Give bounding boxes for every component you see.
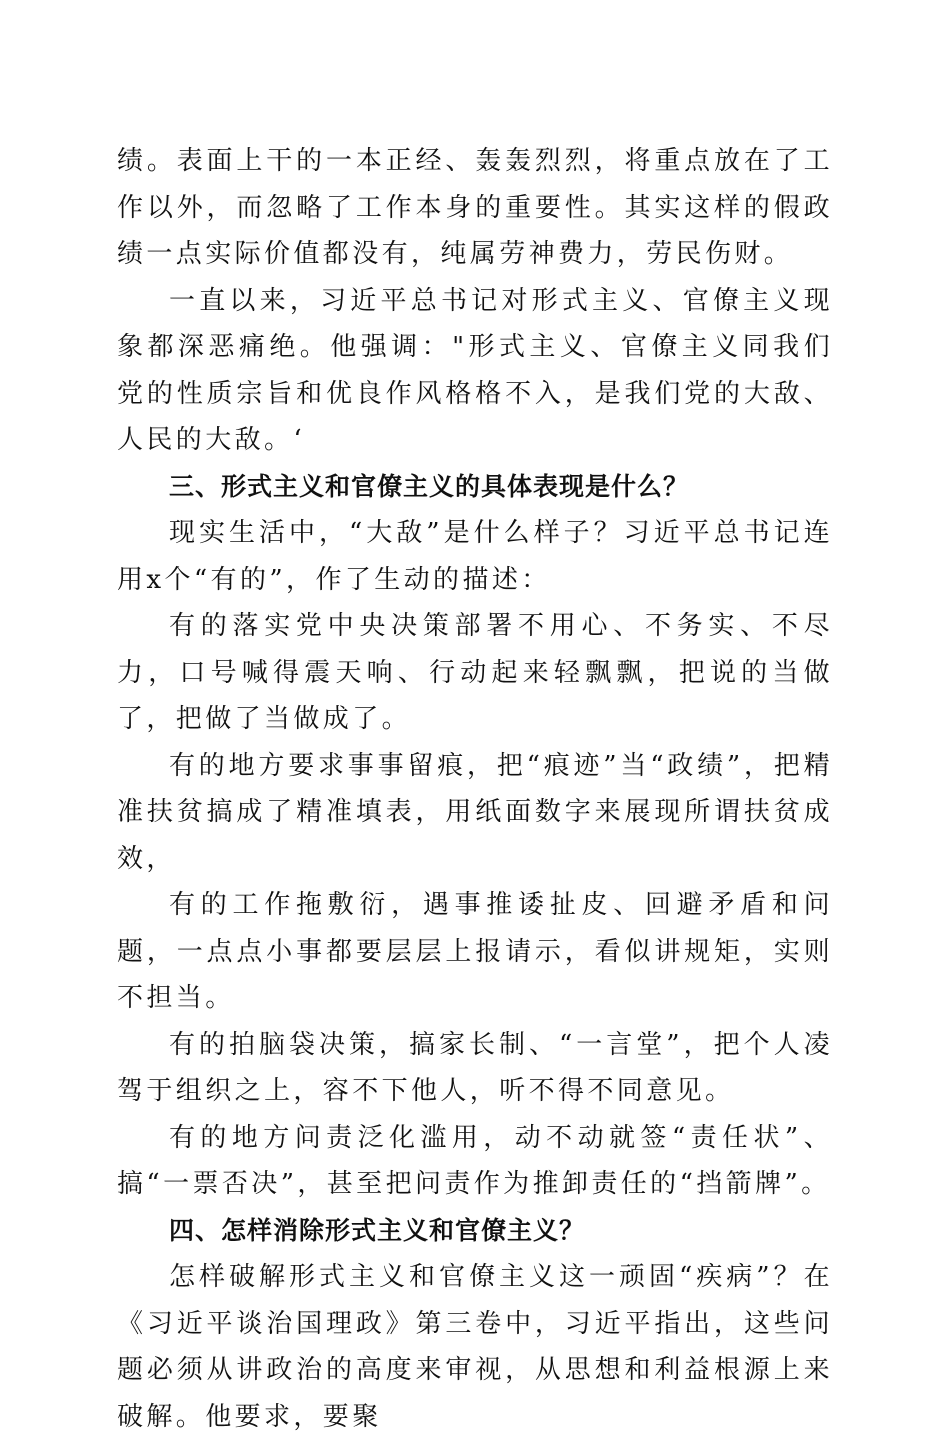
paragraph-item-2: 有的地方要求事事留痕，把“痕迹”当“政绩”，把精准扶贫搞成了精准填表，用纸面数字来展现所谓扶贫成效， (117, 750, 833, 874)
section-heading-four: 四、怎样消除形式主义和官僚主义？ (169, 1215, 586, 1245)
paragraph-item-4: 有的拍脑袋决策，搞家长制、“一言堂”，把个人凌驾于组织之上，容不下他人，听不得不同意见。 (117, 1029, 833, 1106)
paragraph-item-1: 有的落实党中央决策部署不用心、不务实、不尽力，口号喊得震天响、行动起来轻飘飘，把说的当做了，把做了当做成了。 (117, 611, 833, 734)
paragraph-intro: 现实生活中，“大敌”是什么样子？习近平总书记连用x个“有的”，作了生动的描述： (117, 518, 833, 595)
paragraph-quote: 一直以来，习近平总书记对形式主义、官僚主义现象都深恶痛绝。他强调："形式主义、官僚主义同我们党的性质宗旨和优良作风格格不入，是我们党的大敌、人民的大敌。‘ (117, 285, 833, 455)
paragraph-item-3: 有的工作拖敷衍，遇事推诿扯皮、回避矛盾和问题，一点点小事都要层层上报请示，看似讲规矩，实则不担当。 (117, 890, 833, 1013)
paragraph-solution: 怎样破解形式主义和官僚主义这一顽固“疾病”？在《习近平谈治国理政》第三卷中，习近平指出，这些问题必须从讲政治的高度来审视，从思想和利益根源上来破解。他要求，要聚 (117, 1262, 833, 1432)
paragraph-item-5: 有的地方问责泛化滥用，动不动就签“责任状”、搞“一票否决”，甚至把问责作为推卸责任的“挡箭牌”。 (117, 1122, 833, 1199)
section-heading-three: 三、形式主义和官僚主义的具体表现是什么？ (169, 471, 690, 501)
document-body (117, 138, 833, 1440)
paragraph-continuation: 绩。表面上干的一本正经、轰轰烈烈，将重点放在了工作以外，而忽略了工作本身的重要性。其实这样的假政绩一点实际价值都没有，纯属劳神费力，劳民伤财。 (117, 146, 833, 269)
